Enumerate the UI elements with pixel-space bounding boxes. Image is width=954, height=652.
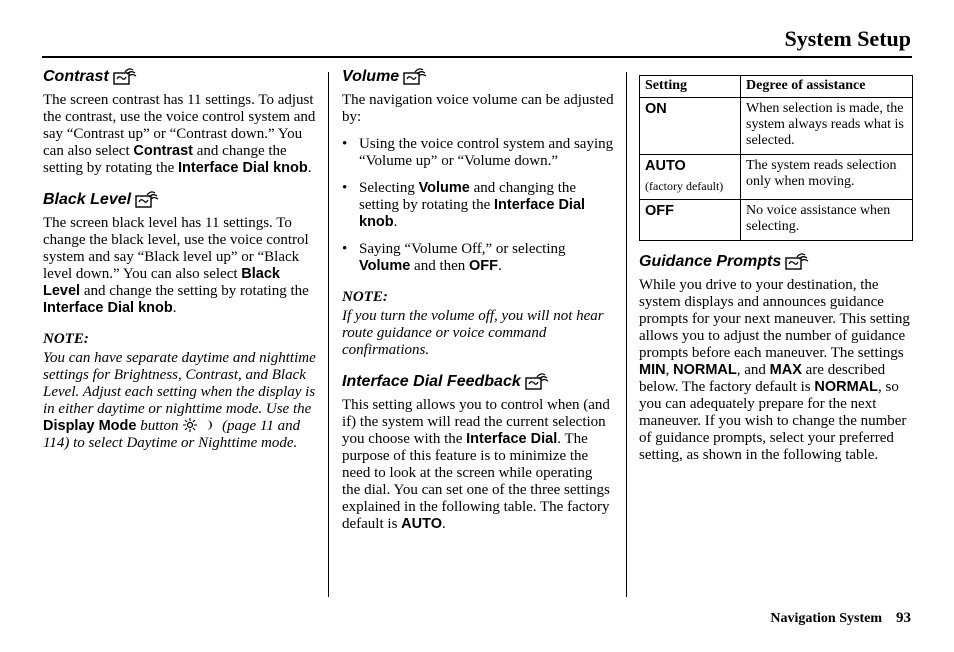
column-1 [43,66,318,460]
interface-dial-feedback-heading: Interface Dial Feedback [342,371,614,393]
page-title: System Setup [784,26,911,51]
page-footer [770,610,911,627]
column-2 [342,66,614,541]
black-level-paragraph: The screen black level has 11 settings. To change the black level, use the voice control system and say “Black level up” or “Black level down.” You can also select Black Level and change the setting by rotating the Interface Dial knob. [43,215,309,316]
table-cell: No voice assistance when selecting. [741,200,913,241]
setting-label: ON [645,101,667,117]
feedback-table [639,75,913,241]
max-ui-label: MAX [769,362,802,378]
off-ui-label: OFF [469,258,499,274]
voice-control-icon [785,252,809,270]
volume-list [342,136,614,275]
volume-ui-label: Volume [418,180,470,196]
column-divider-1 [328,72,329,597]
volume-ui-label: Volume [359,258,411,274]
setting-label: OFF [645,203,674,219]
table-header: Degree of assistance [741,76,913,98]
table-row [640,200,913,241]
guidance-paragraph: While you drive to your destination, the system displays and announces guidance prompts for your next maneuver. This setting allows you to adjust the number of guidance prompts before each maneuver. The settings MIN, NORMAL, and MAX are described below. The factory default is NORMAL, so you can adequately prepare for the next maneuver. If you wish to change the number of guidance prompts, select your preferred setting, as shown in the following table. [639,277,910,463]
black-level-ui-label: Black Level [43,266,280,299]
column-divider-2 [626,72,627,597]
table-cell [640,155,741,200]
note-paragraph: You can have separate daytime and nighttime settings for Brightness, Contrast, and Black Level. Adjust each setting when the display is in either daytime or nighttime mode. Use the Display Mode button (page 11 and 114) to select Daytime or Nighttime mode. [43,350,316,451]
feedback-paragraph: This setting allows you to control when (and if) the system will read the current selection you choose with the Interface Dial. The purpose of this feature is to minimize the need to look at the screen while operating the dial. You can set one of the three settings explained in the following table. The factory default is AUTO. [342,397,610,532]
table-cell [640,200,741,241]
footer-label: Navigation System [770,611,882,626]
column-3 [639,75,913,472]
table-header-row [640,76,913,98]
guidance-prompts-heading: Guidance Prompts [639,251,913,273]
list-item: • Saying “Volume Off,” or selecting Volume and then OFF. [342,241,614,275]
table-cell: When selection is made, the system always reads what is selected. [741,98,913,155]
auto-ui-label: AUTO [401,516,442,532]
table-header: Setting [640,76,741,98]
contrast-heading: Contrast [43,66,318,88]
list-item: • Selecting Volume and changing the setting by rotating the Interface Dial knob. [342,180,614,231]
note-heading: NOTE: [43,331,89,347]
volume-intro: The navigation voice volume can be adjusted by: [342,92,614,125]
table-cell: The system reads selection only when moving. [741,155,913,200]
normal-ui-label: NORMAL [673,362,737,378]
factory-default-note: (factory default) [645,179,724,193]
interface-dial-label: Interface Dial [466,431,558,447]
interface-dial-knob-label: Interface Dial knob [43,300,173,316]
voice-control-icon [135,190,159,208]
interface-dial-knob-label: Interface Dial knob [177,160,308,176]
min-ui-label: MIN [639,362,666,378]
contrast-paragraph: The screen contrast has 11 settings. To adjust the contrast, use the voice control system and say “Contrast up” or “Contrast down.” You can also select Contrast and change the setting by rotating the Interface Dial knob. [43,92,316,176]
table-row [640,98,913,155]
voice-control-icon [113,67,137,85]
setting-label: AUTO [645,158,686,174]
voice-control-icon [525,372,549,390]
contrast-ui-label: Contrast [133,143,193,159]
table-cell [640,98,741,155]
black-level-heading: Black Level [43,189,318,211]
voice-control-icon [403,67,427,85]
normal-ui-label: NORMAL [814,379,878,395]
day-night-icon [182,418,218,432]
table-row [640,155,913,200]
volume-heading: Volume [342,66,614,88]
display-mode-label: Display Mode [43,418,137,434]
note-paragraph: If you turn the volume off, you will not hear route guidance or voice command confirmations. [342,308,604,358]
note-heading: NOTE: [342,289,388,305]
title-rule [42,56,912,58]
interface-dial-knob-label: Interface Dial knob [359,197,586,230]
page-number: 93 [896,610,911,626]
list-item: • Using the voice control system and saying “Volume up” or “Volume down.” [342,136,614,170]
